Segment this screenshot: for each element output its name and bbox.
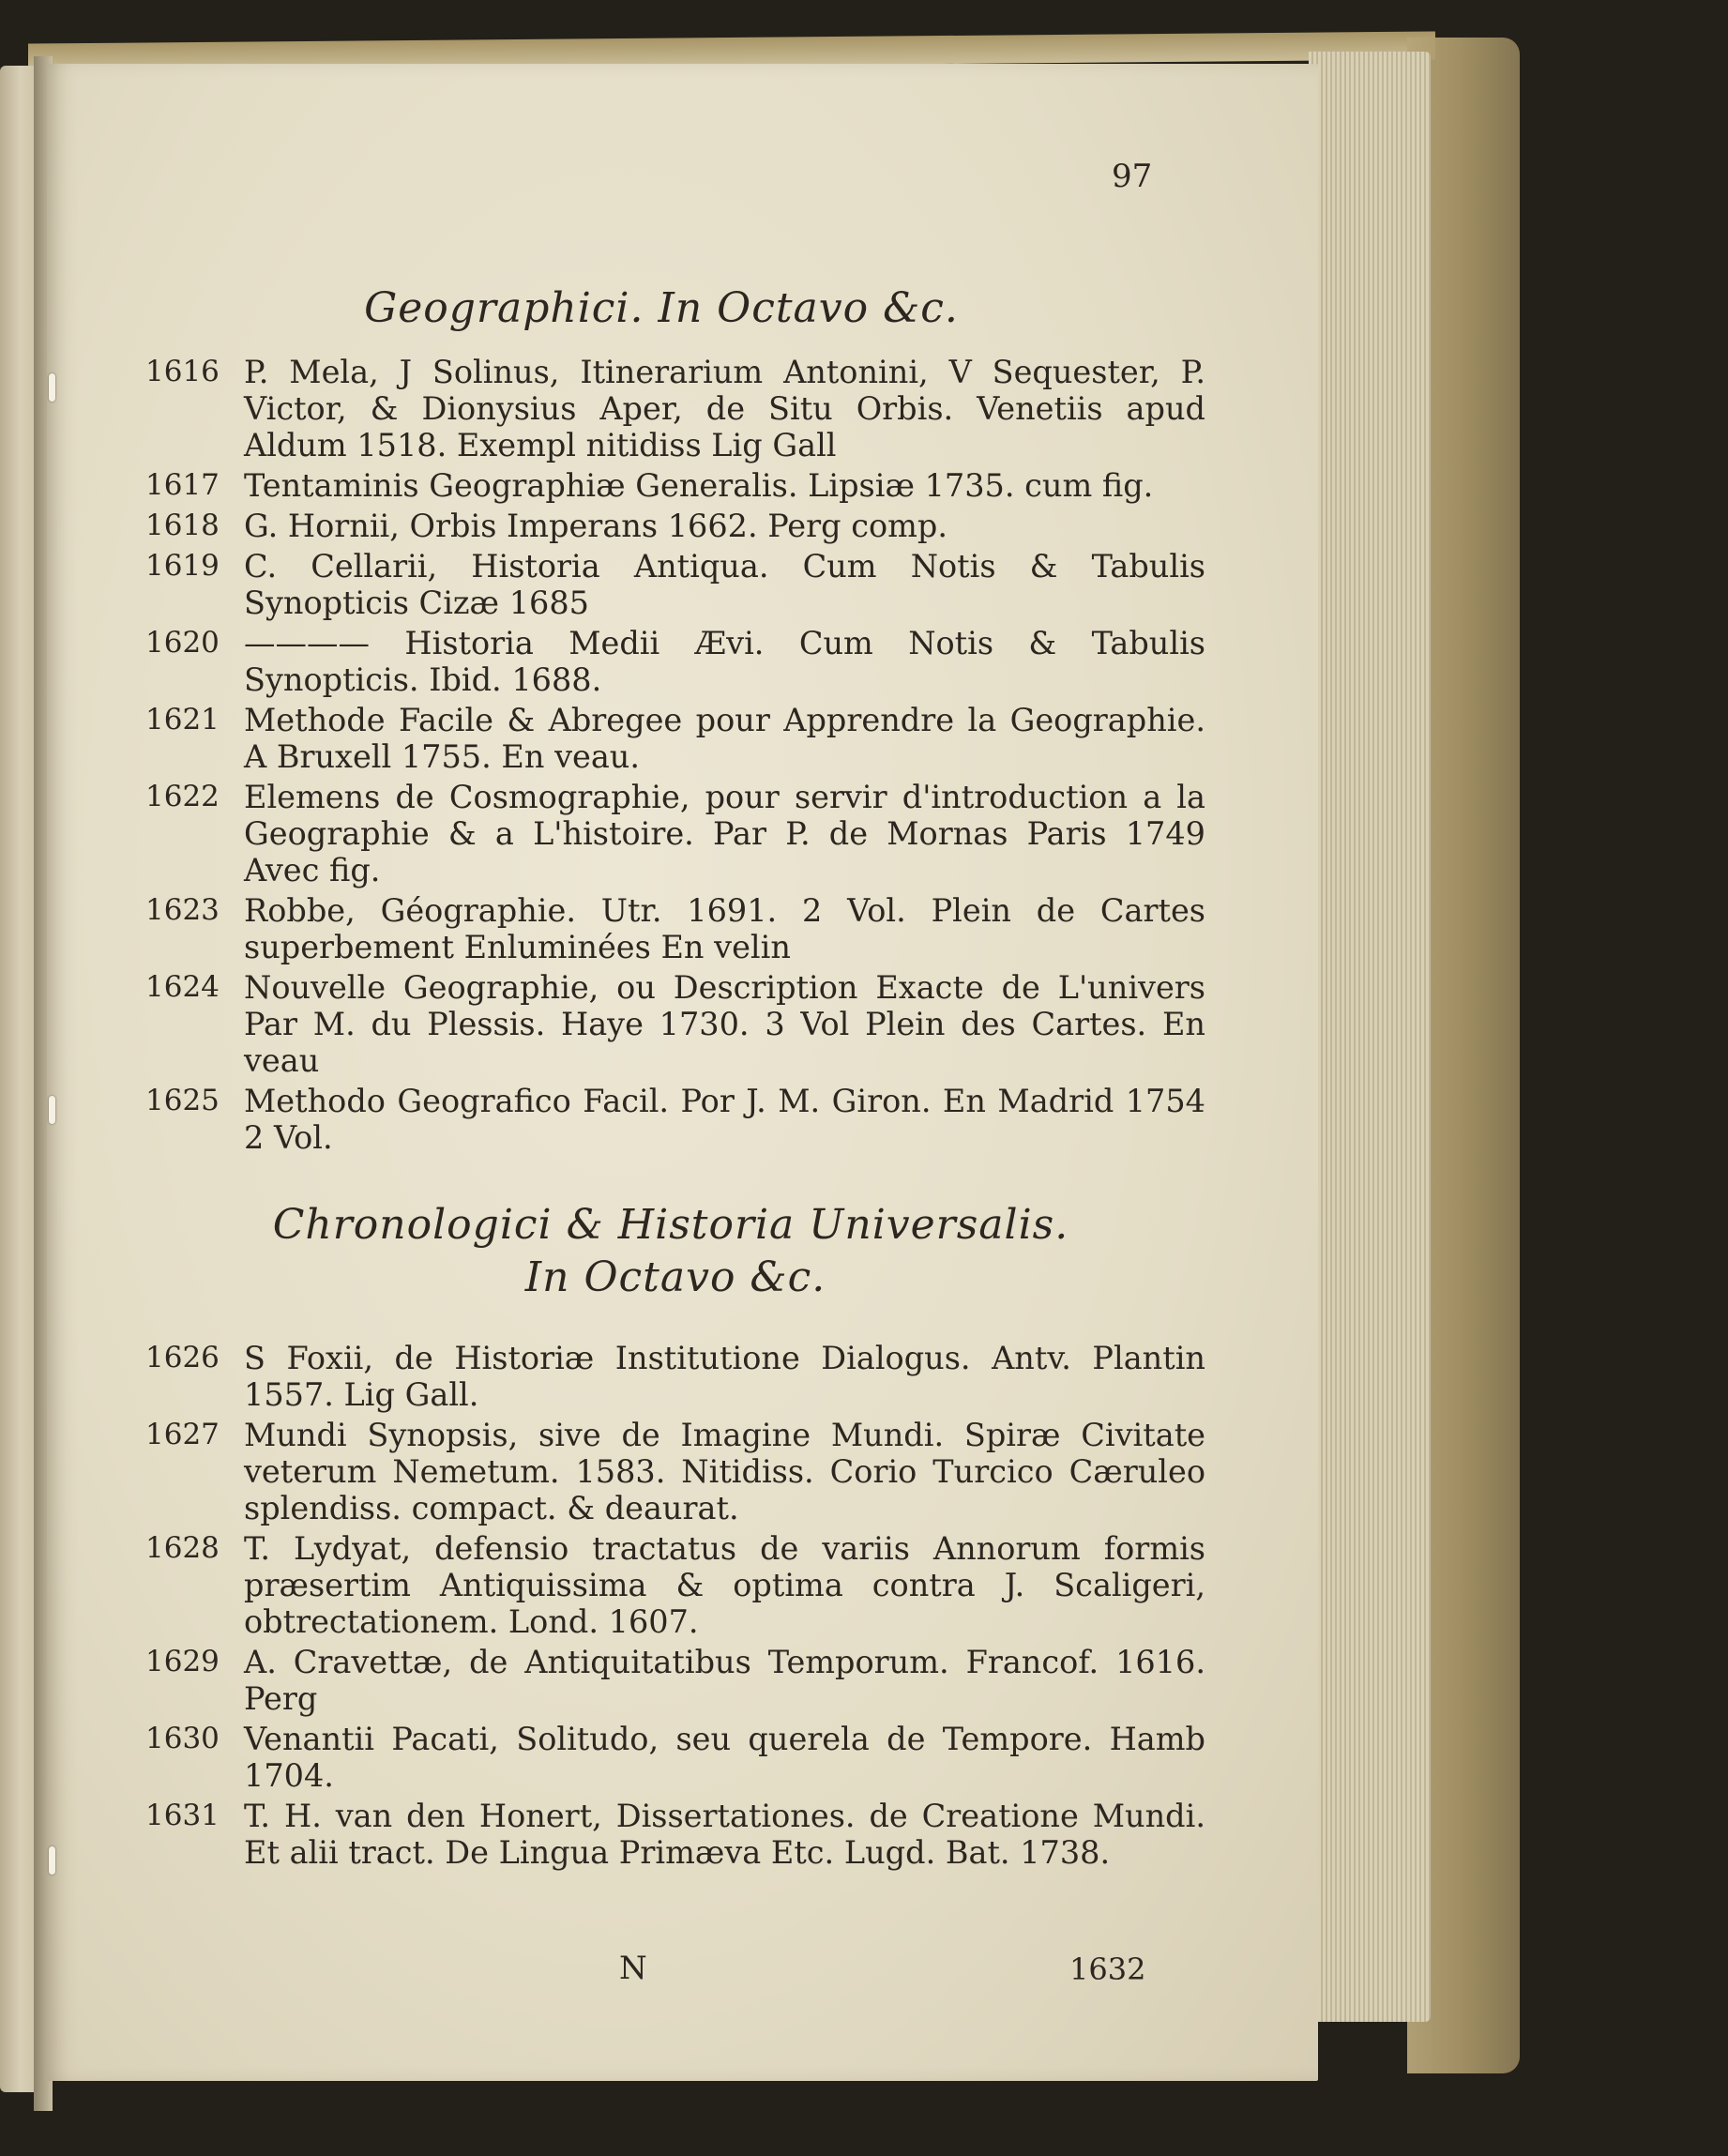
catalog-entry (145, 625, 1205, 698)
entry-number: 1617 (145, 468, 220, 502)
catalog-entry (145, 1083, 1205, 1156)
sewing-hole (49, 373, 55, 402)
entry-text: Venantii Pacati, Solitudo, seu querela de Tempore. Hamb 1704. (244, 1721, 1205, 1794)
catchword: 1632 (1069, 1951, 1146, 1987)
entry-text: Mundi Synopsis, sive de Imagine Mundi. Spiræ Civitate veterum Nemetum. 1583. Nitidiss. Corio Turcico Cæruleo splendiss. compact. & deaurat. (244, 1417, 1205, 1526)
entry-text: Nouvelle Geographie, ou Description Exacte de L'univers Par M. du Plessis. Haye 1730. 3 Vol Plein des Cartes. En veau (244, 969, 1205, 1079)
catalog-entry (145, 508, 1205, 544)
catalog-entry (145, 892, 1205, 965)
entry-number: 1616 (145, 355, 220, 388)
entry-text: P. Mela, J Solinus, Itinerarium Antonini, V Sequester, P. Victor, & Dionysius Aper, de Situ Orbis. Venetiis apud Aldum 1518. Exempl nitidiss Lig Gall (244, 354, 1205, 463)
entry-number: 1623 (145, 893, 220, 927)
entry-text: Elemens de Cosmographie, pour servir d'introduction a la Geographie & a L'histoire. Par P. de Mornas Paris 1749 Avec fig. (244, 779, 1205, 888)
entry-list-chronologici (145, 1340, 1205, 1871)
sewing-hole (49, 1846, 55, 1875)
entry-text: Tentaminis Geographiæ Generalis. Lipsiæ 1735. cum fig. (244, 467, 1154, 504)
entry-text: ———— Historia Medii Ævi. Cum Notis & Tabulis Synopticis. Ibid. 1688. (244, 625, 1205, 698)
entry-number: 1630 (145, 1722, 220, 1755)
entry-text: G. Hornii, Orbis Imperans 1662. Perg comp. (244, 508, 948, 544)
entry-number: 1626 (145, 1341, 220, 1374)
catalog-entry (145, 1644, 1205, 1717)
entry-text: T. H. van den Honert, Dissertationes. de Creatione Mundi. Et alii tract. De Lingua Primæva Etc. Lugd. Bat. 1738. (244, 1798, 1205, 1871)
entry-number: 1622 (145, 780, 220, 813)
signature-mark: N (619, 1950, 647, 1987)
catalog-entry (145, 548, 1205, 621)
entry-text: A. Cravettæ, de Antiquitatibus Temporum. Francof. 1616. Perg (244, 1644, 1205, 1717)
catalog-entry (145, 1530, 1205, 1640)
entry-number: 1625 (145, 1084, 220, 1117)
catalog-entry (145, 1721, 1205, 1794)
page-text (145, 148, 1205, 1875)
entry-list-geographici (145, 354, 1205, 1156)
entry-text: C. Cellarii, Historia Antiqua. Cum Notis & Tabulis Synopticis Cizæ 1685 (244, 548, 1205, 621)
section-heading-chronologici: Chronologici & Historia Universalis. (272, 1201, 1069, 1249)
entry-text: Methode Facile & Abregee pour Apprendre la Geographie. A Bruxell 1755. En veau. (244, 702, 1205, 775)
entry-number: 1619 (145, 549, 220, 583)
catalog-entry (145, 354, 1205, 463)
entry-number: 1620 (145, 626, 220, 660)
section-subheading-chronologici: In Octavo &c. (524, 1253, 826, 1301)
entry-number: 1618 (145, 509, 220, 542)
section-heading-geographici: Geographici. In Octavo &c. (364, 284, 959, 332)
entry-number: 1629 (145, 1645, 220, 1678)
page-number: 97 (1112, 158, 1153, 195)
catalog-entry (145, 779, 1205, 888)
entry-text: Methodo Geografico Facil. Por J. M. Giron. En Madrid 1754 2 Vol. (244, 1083, 1205, 1156)
entry-number: 1624 (145, 970, 220, 1004)
entry-text: Robbe, Géographie. Utr. 1691. 2 Vol. Plein de Cartes superbement Enluminées En velin (244, 892, 1205, 965)
catalog-entry (145, 1798, 1205, 1871)
catalog-entry (145, 1417, 1205, 1526)
entry-text: T. Lydyat, defensio tractatus de variis Annorum formis præsertim Antiquissima & optima contra J. Scaligeri, obtrectationem. Lond. 1607. (244, 1530, 1205, 1640)
catalog-entry (145, 467, 1205, 504)
previous-page-edge (0, 66, 34, 2092)
catalog-entry (145, 702, 1205, 775)
catalog-entry (145, 1340, 1205, 1413)
page-block-edges (1309, 52, 1431, 2022)
entry-number: 1631 (145, 1799, 220, 1832)
entry-number: 1628 (145, 1531, 220, 1565)
entry-number: 1627 (145, 1418, 220, 1451)
catalog-entry (145, 969, 1205, 1079)
sewing-hole (49, 1096, 55, 1124)
entry-number: 1621 (145, 703, 220, 736)
entry-text: S Foxii, de Historiæ Institutione Dialogus. Antv. Plantin 1557. Lig Gall. (244, 1340, 1205, 1413)
book-page (47, 64, 1318, 2081)
